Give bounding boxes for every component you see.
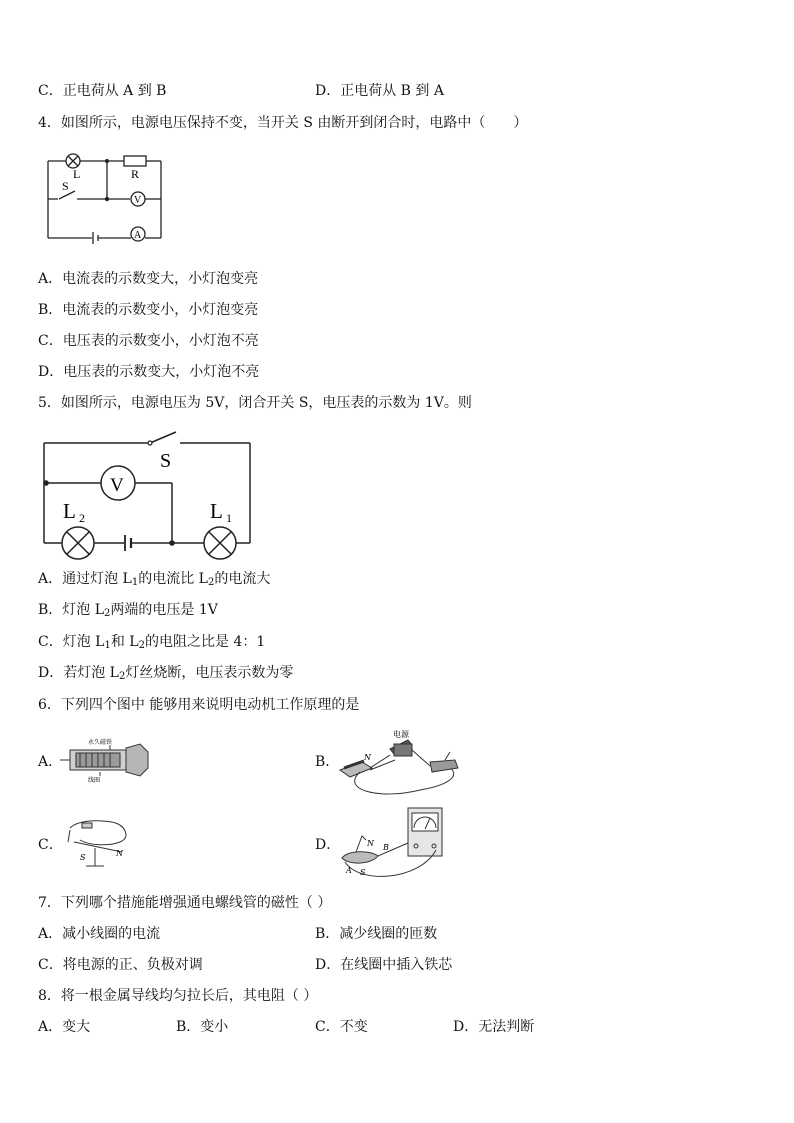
q7-option-b: B．减少线圈的匝数 [315,926,438,942]
q3-option-d: D．正电荷从 B 到 A [315,83,444,99]
q8-option-a: A．变大 [38,1019,91,1035]
q7-stem: 7．下列哪个措施能增强通电螺线管的磁性（ ） [38,895,332,911]
q5-option-a: A．通过灯泡 $L_1$的电流比 $L_2$的电流大 [38,571,271,588]
q7-option-a: A．减小线圈的电流 [38,926,161,942]
q5-stem: 5．如图所示，电源电压为 5V，闭合开关 S，电压表的示数为 1V。则 [38,395,472,411]
q6-c-s-label: S [80,853,86,862]
q6-option-a-label: A． [38,754,63,770]
q7-option-c: C．将电源的正、负极对调 [38,957,203,973]
q6-d-n-label: N [367,839,374,848]
q5-label-s: S [160,450,172,472]
q8-option-d: D．无法判断 [453,1019,535,1035]
q6-option-b-label: B． [315,754,340,770]
q4-label-v: V [134,195,142,206]
q8-stem: 8．将一根金属导线均匀拉长后，其电阻（ ） [38,988,318,1004]
q8-option-c: C．不变 [315,1019,368,1035]
q4-option-d: D．电压表的示数变大，小灯泡不亮 [38,364,260,380]
q6-a-magnet-label: 永久磁铁 [88,739,113,746]
q5-option-d: D．若灯泡 $L_2$灯丝烧断，电压表示数为零 [38,665,294,682]
q6-option-c-label: C． [38,837,63,853]
q5-option-c: C．灯泡 $L_1$和 $L_2$的电阻之比是 4：1 [38,634,266,651]
q3-option-c: C．正电荷从 A 到 B [38,83,167,99]
q4-label-l: L [73,167,81,181]
q4-option-b: B．电流表的示数变小，小灯泡变亮 [38,302,259,318]
q4-label-a: A [134,230,142,241]
q6-stem: 6．下列四个图中 能够用来说明电动机工作原理的是 [38,697,360,713]
q6-d-s-label: S [360,868,366,877]
q6-b-n-label: N [364,753,371,762]
q5-label-l2-sub: 2 [79,511,85,525]
q5-option-b: B．灯泡 $L_2$两端的电压是 1V [38,602,218,619]
q4-stem: 4．如图所示，电源电压保持不变，当开关 S 由断开到闭合时，电路中（ ） [38,115,528,131]
q5-label-l1: L [210,499,223,523]
q6-d-a-label: A [346,866,352,875]
q4-label-r: R [131,167,140,181]
q4-label-s: S [62,179,69,193]
q6-b-source-label: 电源 [393,730,409,739]
q6-d-b-label: B [383,843,389,852]
q6-option-d-label: D． [315,837,341,853]
q6-a-coil-label: 线圈 [88,777,101,784]
q7-option-d: D．在线圈中插入铁芯 [315,957,453,973]
q6-c-n-label: N [116,849,123,858]
q5-label-l2: L [63,499,76,523]
q5-label-l1-sub: 1 [226,511,232,525]
q5-label-v: V [110,475,124,496]
q4-option-a: A．电流表的示数变大，小灯泡变亮 [38,271,259,287]
q4-option-c: C．电压表的示数变小，小灯泡不亮 [38,333,259,349]
q8-option-b: B．变小 [176,1019,229,1035]
